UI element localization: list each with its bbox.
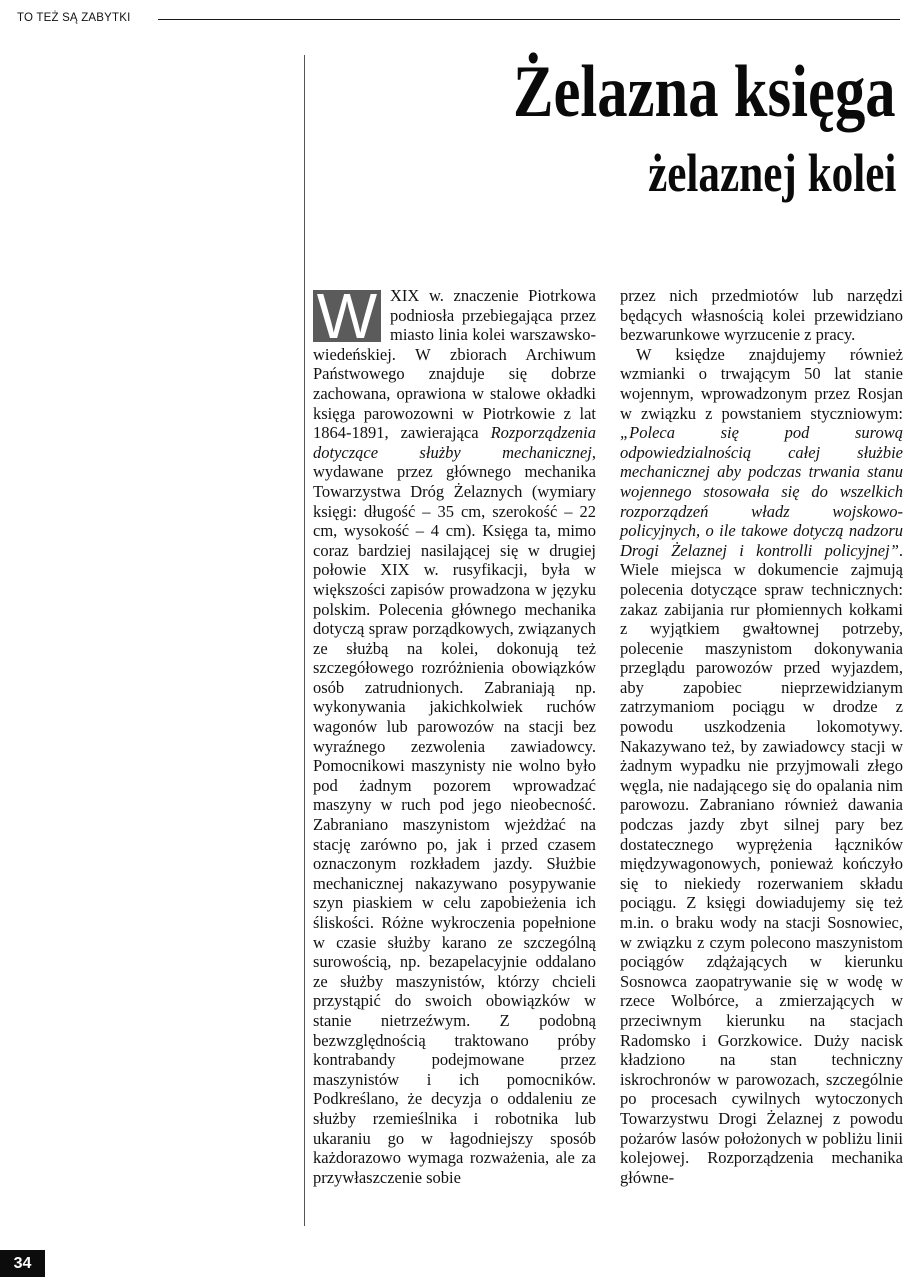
paragraph (620, 345, 903, 1188)
paragraph (313, 280, 596, 1187)
italic-quote: „Poleca się pod surową odpowiedzialnością całej służbie mechanicznej aby podczas trwania stanu wojennego stosowała się do wszelkich rozporządzeń władz wojskowo-policyjnych, o ile takowe dotyczą nadzoru Drogi Żelaznej i kontrolli policyjnej” (620, 423, 903, 560)
paragraph: przez nich przedmiotów lub narzędzi będących własnością kolei przewidziano bezwarunkowe wyrzucenie z pracy. (620, 286, 903, 345)
italic-text-run: Rozporządzenia dotyczące służby mechanicznej (313, 423, 596, 462)
text-column-left (313, 280, 596, 1232)
drop-cap (313, 280, 381, 352)
drop-cap-letter: W (316, 280, 378, 352)
text-column-right (620, 286, 903, 1232)
text-run: XIX w. znaczenie Piotrkowa podniosła przebiegająca przez miasto linia kolei warszawsko-wiedeńskiej. W zbiorach Archiwum Państwowego znajduje się dobrze zachowana, oprawiona w stalowe okładki księga parowozowni w Piotrkowie z lat 1864-1891, zawierająca (313, 286, 596, 443)
article-subtitle: żelaznej kolei (647, 143, 896, 203)
text-run: , wydawane przez głównego mechanika Towarzystwa Dróg Żelaznych (wymiary księgi: długość – 35 cm, szerokość – 22 cm, wysokość – 4 cm). Księga ta, mimo coraz bardziej nasilającej się w drugiej połowie XIX w. rusyfikacji, była w większości zapisów prowadzona w języku polskim. Polecenia głównego mechanika dotyczą spraw porządkowych, związanych ze służbą na kolei, dokonują też szczegółowego rozróżnienia obowiązków osób zatrudnionych. Zabraniają np. wykonywania jakichkolwiek ruchów wagonów lub parowozów na stacji bez wyraźnego zezwolenia zawiadowcy. Pomocnikowi maszynisty nie wolno było pod żadnym pozorem wprowadzać maszyny w ruch pod jego nieobecność. Zabraniano maszynistom wjeżdżać na stację zarówno po, jak i przed czasem oznaczonym rozkładem jazdy. Służbie mechanicznej nakazywano posypywanie szyn piaskiem w celu zapobieżenia ich śliskości. Różne wykroczenia popełnione w czasie służby karano ze szczególną surowością, np. bezapelacyjnie oddalano ze służby maszynistów, którzy chcieli przystąpić do swoich obowiązków w stanie nietrzeźwym. Z podobną bezwzględnością traktowano próby kontrabandy podejmowane przez maszynistów i ich pomocników. Podkreślano, że decyzja o oddaleniu ze służby rzemieślnika i robotnika lub ukaraniu go w łagodniejszy sposób każdorazowo wymaga rozważenia, ale za przywłaszczenie sobie (313, 442, 596, 1187)
text-run: . Wiele miejsca w dokumencie zajmują polecenia dotyczące spraw technicznych: zakaz zabijania rur płomiennych kołkami z wyjątkiem gwałtownej potrzeby, polecenie maszynistom dokonywania przeglądu parowozów przed wyjazdem, aby zapobiec nieprzewidzianym zatrzymaniom pociągu w drodze z powodu uszkodzenia lokomotywy. Nakazywano też, by zawiadowcy stacji w żadnym wypadku nie przyjmowali złego węgla, nie nadającego się do opalania nim parowozu. Zabraniano również dawania podczas jazdy zbyt silnej pary bez dostatecznego wyprężenia łączników międzywagonowych, ponieważ kończyło się to niekiedy rozerwaniem składu pociągu. Z księgi dowiadujemy się też m.in. o braku wody na stacji Sosnowiec, w związku z czym polecono maszynistom pociągów zdążających w kierunku Sosnowca zaopatrywanie się w wodę w rzece Wolbórce, a zmierzających w przeciwnym kierunku na stacjach Radomsko i Gorzkowice. Duży nacisk kładziono na stan techniczny iskrochronów w parowozach, szczególnie po procesach cywilnych wytoczonych Towarzystwu Drogi Żelaznej z powodu pożarów lasów położonych w pobliżu linii kolejowej. Rozporządzenia mechanika główne- (620, 540, 903, 1187)
column-divider (304, 55, 305, 1226)
section-label: TO TEŻ SĄ ZABYTKI (17, 12, 131, 24)
article-title: Żelazna księga (513, 51, 896, 133)
header-rule (158, 19, 900, 20)
text-run: W księdze znajdujemy również wzmianki o trwającym 50 lat stanie wojennym, wprowadzonym przez Rosjan w związku z powstaniem styczniowym: (620, 344, 903, 423)
page-number: 34 (0, 1250, 45, 1277)
